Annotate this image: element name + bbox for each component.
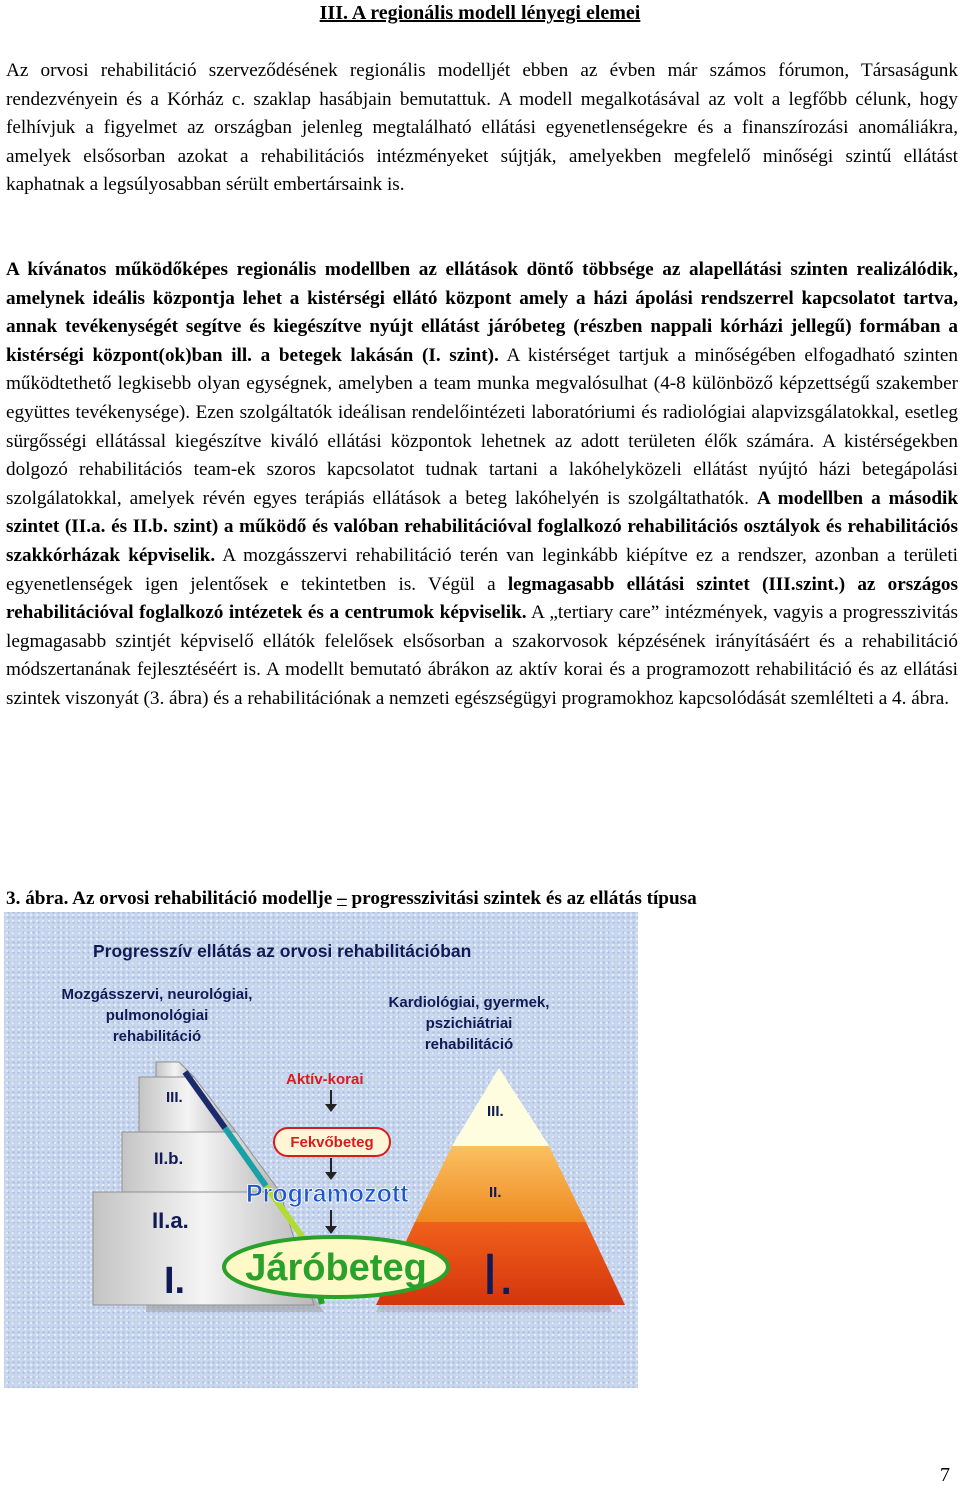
active-early-label: Aktív-korai xyxy=(286,1071,364,1088)
programmed-arrow-head xyxy=(325,1226,337,1234)
paragraph-2-bold-2: A modellben a második szintet (II.a. és II.b. szint) a működő és valóban rehabilitációval foglalkozó rehabilitációs osztályok és rehabilitációs szakkórházak képviselik. xyxy=(6,487,958,566)
paragraph-1: Az orvosi rehabilitáció szerveződésének regionális modelljét ebben az évben már számos fórumon, Társaságunk rendezvényein és a Kórház c. szaklap hasábjain bemutattuk. A modell megalkotásával az volt a legfőbb célunk, hogy felhívjuk a figyelmet az országban jelenleg megtalálható ellátási egyenetlenségekre és a finanszírozási anomáliákra, amelyek elsősorban azokat a rehabilitációs intézményeket sújtják, amelyekben megfelelő minőségi szintű ellátást kaphatnak a legsúlyosabban sérült embertársaink is. xyxy=(6,60,958,196)
right-level-1-label: I. xyxy=(482,1242,515,1307)
diagram-title: Progresszív ellátás az orvosi rehabilitációban xyxy=(93,941,472,961)
inpatient-arrow-head xyxy=(325,1172,337,1180)
right-level-2-label: II. xyxy=(489,1184,502,1201)
paragraph-2-bold-3: legmagasabb ellátási szintet (III.szint.) az országos rehabilitációval foglalkozó intézetek és a centrumok képviselik. xyxy=(6,573,958,624)
right-group-line-1: Kardiológiai, gyermek, xyxy=(388,994,550,1011)
paragraph-2-text-1: A kistérséget tartjuk a minőségében elfogadható szinten működtethető legkisebb olyan egységnek, amelyben a team munka megvalósulhat (4-8 különböző képzettségű szakember együttes tevékenysége). Ezen szolgáltatók ideálisan rendelőintézeti laboratóriumi és radiológiai alapvizsgálatokkal, esetleg sürgősségi ellátással kiegészítve kiváló ellátási központok lehetnek az adott területen élők számára. A kistérségekben dolgozó rehabilitációs team-ek szoros kapcsolatot tudnak tartani a lakóhelyközeli ellátást nyújtó házi betegápolási szolgálatokkal, amelyek révén egyes terápiás ellátások a beteg lakóhelyén is szolgáltathatók. xyxy=(6,344,958,509)
left-level-2b-label: II.b. xyxy=(154,1149,184,1168)
section-title: III. A regionális modell lényegi elemei xyxy=(319,2,641,24)
figure-caption-title-a: Az orvosi rehabilitáció modellje xyxy=(68,888,338,909)
page-number: 7 xyxy=(940,1464,950,1486)
right-group-line-2: pszichiátriai xyxy=(425,1015,513,1032)
left-group-line-1: Mozgásszervi, neurológiai, xyxy=(61,986,253,1003)
paragraph-2-text-2: A mozgásszervi rehabilitáció terén van leginkább kiépítve ez a rendszer, azonban a területi egyenetlenségek igen jelentősek e tekintetben is. Végül a xyxy=(6,544,958,595)
left-level-3-label: III. xyxy=(166,1089,183,1106)
left-group-line-3: rehabilitáció xyxy=(112,1028,202,1045)
outpatient-label: Járóbeteg xyxy=(245,1247,427,1289)
care-type-labels xyxy=(224,1071,448,1297)
active-early-arrow-head xyxy=(325,1104,337,1112)
rehabilitation-model-diagram xyxy=(4,912,638,1388)
paragraph-2 xyxy=(6,256,958,714)
diagram-svg xyxy=(4,912,638,1388)
left-group-heading xyxy=(62,986,253,1045)
left-group-line-2: pulmonológiai xyxy=(105,1007,209,1024)
right-level-3-label: III. xyxy=(487,1103,504,1120)
programmed-label: Programozott xyxy=(246,1180,409,1208)
left-level-2a-label: II.a. xyxy=(152,1208,189,1233)
figure-caption xyxy=(6,885,958,913)
figure-caption-dash: – xyxy=(337,888,347,909)
inpatient-label: Fekvőbeteg xyxy=(290,1134,374,1151)
figure-caption-title-b: progresszivitási szintek és az ellátás típusa xyxy=(346,888,697,909)
paragraph-2-text-3: A „tertiary care” intézmények, vagyis a progresszivitás legmagasabb szintjét képviselő ellátók felelősek elsősorban a szakorvosok képzésének irányításáért és a rehabilitáció módszertanának fejlesztéséért is. A modellt bemutató ábrákon az aktív korai és a programozott rehabilitáció és az ellátási szintek viszonyát (3. ábra) és a rehabilitációnak a nemzeti egészségügyi programokhoz kapcsolódását szemlélteti a 4. ábra. xyxy=(6,602,958,709)
left-level-1-label: I. xyxy=(164,1260,186,1302)
figure-caption-prefix: 3. ábra. xyxy=(6,888,69,909)
paragraph-2-bold-1: A kívánatos működőképes regionális modellben az ellátások döntő többsége az alapellátási szinten realizálódik, amelynek ideális központja lehet a kistérségi ellátó központ amely a házi ápolási rendszerrel kapcsolatot tartva, annak tevékenységét segítve és kiegészítve nyújt ellátást járóbeteg (részben nappali kórházi jellegű) formában a kistérségi központ(ok)ban ill. a betegek lakásán (I. szint). xyxy=(6,259,958,366)
right-group-heading xyxy=(389,994,550,1053)
right-group-line-3: rehabilitáció xyxy=(424,1036,514,1053)
